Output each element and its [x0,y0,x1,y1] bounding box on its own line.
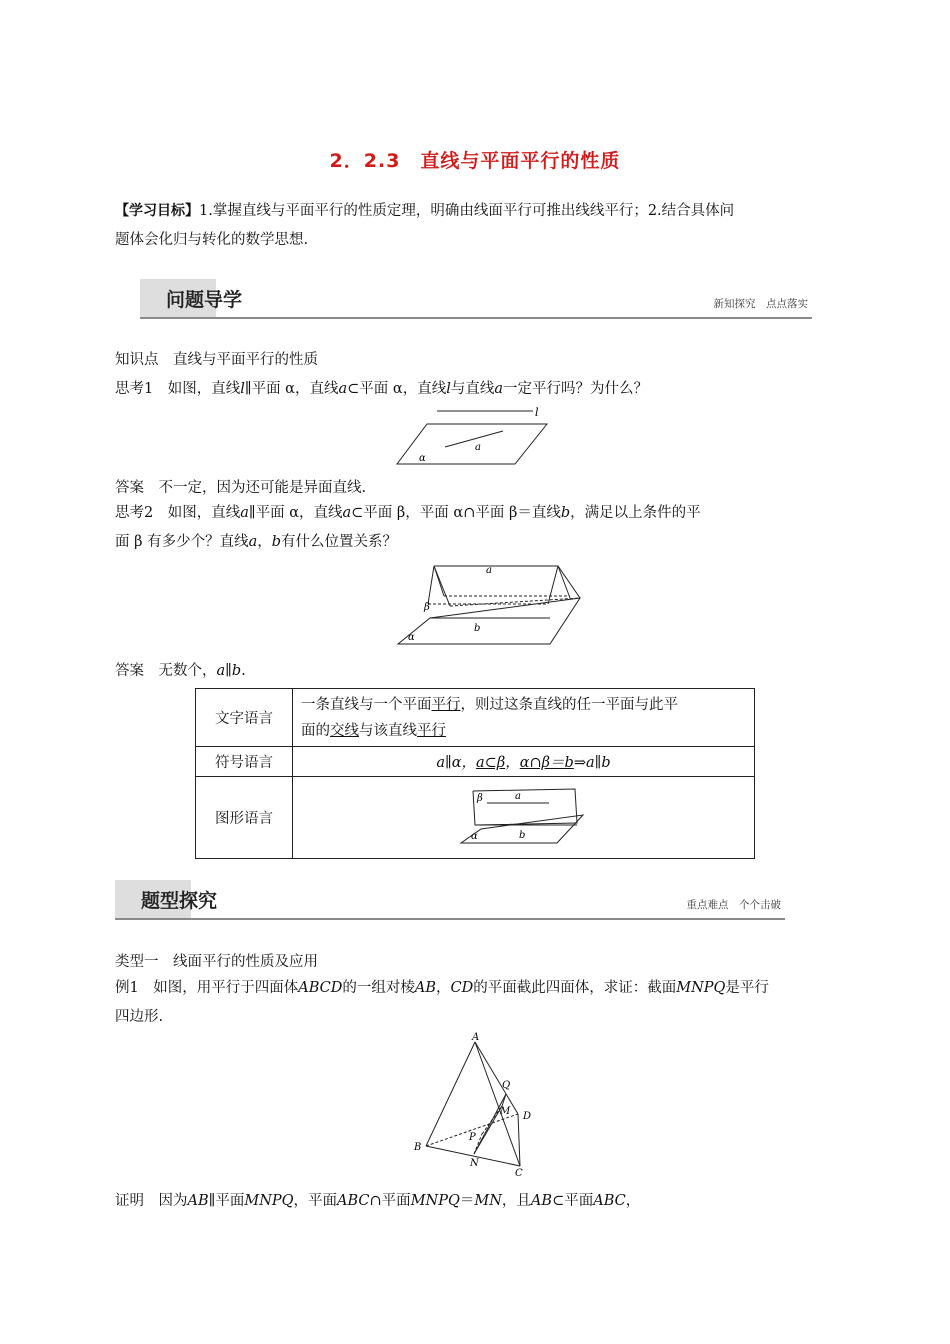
text: 面的 [301,722,330,739]
figure-theorem [459,785,589,851]
underlined-text: 交线 [330,722,359,739]
var: ABC [337,1193,370,1209]
label-P: P [469,1132,476,1143]
section-subtitle: 重点难点 个个击破 [686,899,781,911]
text: ⊂平面 [552,1193,594,1209]
var: a [494,381,503,397]
label-alpha: α [419,453,426,464]
table-row [196,689,755,747]
label-B: B [414,1142,422,1153]
label-b: b [474,623,481,634]
think-2 [115,499,840,557]
section-title: 问题导学 [166,289,243,311]
row-label: 符号语言 [196,747,293,777]
label-N: N [470,1158,479,1169]
knowledge-point: 知识点 直线与平面平行的性质 [115,352,318,368]
underlined-text: 平行 [431,696,461,713]
var: AB [414,980,436,996]
section-divider [140,317,812,319]
text: 思考1 如图，直线 [115,381,241,397]
var: AB [187,1193,209,1209]
var: a [248,534,258,550]
text: 与该直线 [359,722,417,739]
page-title: 2．2.3 直线与平面平行的性质 [329,150,621,172]
row-content-text [293,689,755,747]
goal-tag: 【学习目标】 [115,203,199,219]
label-beta: β [424,602,430,613]
text: ，则过这条直线的任一平面与此平 [460,696,678,713]
text: 面 β 有多少个？直线 [115,534,249,550]
row-label: 图形语言 [196,777,293,859]
text: 一定平行吗？为什么？ [503,381,648,397]
text: ，满足以上条件的平 [570,505,701,521]
text: 有什么位置关系？ [281,534,398,550]
label-Q: Q [502,1080,511,1091]
var: l [446,381,451,397]
section-subtitle: 新知探究 点点落实 [713,298,808,310]
var: a∥b [216,663,242,679]
label-l: l [535,406,539,419]
text: ⊂平面 α，直线 [347,381,447,397]
row-content-figure [293,777,755,859]
text: ， [625,1193,641,1209]
text: 是平行 [725,980,769,996]
goal-line-1: 1.掌握直线与平面平行的性质定理，明确由线面平行可推出线线平行；2.结合具体问 [199,203,735,219]
text: ＝ [459,1193,475,1209]
row-label: 文字语言 [196,689,293,747]
goal-line-2: 题体会化归与转化的数学思想. [115,232,309,248]
label-alpha: α [408,632,415,643]
section-bar-problems [115,880,785,922]
table-row [196,777,755,859]
text: ∥平面 α，直线 [248,505,343,521]
text: ⇒a∥b [573,755,611,771]
answer-2 [115,659,246,680]
proof [115,1189,640,1210]
figure-tetrahedron [410,1032,540,1177]
label-M: M [500,1106,511,1117]
text: ∥平面 [208,1193,245,1209]
var: ABCD [298,980,343,996]
label-a: a [486,565,492,576]
figure-planes-intersection [390,558,585,650]
var: ABC [593,1193,626,1209]
label-beta: β [476,792,483,804]
label-b: b [518,829,525,841]
text: 的一组对棱 [342,980,415,996]
var: AB [530,1193,553,1209]
var: MN [474,1193,502,1209]
text: 证明 因为 [115,1193,188,1209]
var: a [338,381,348,397]
text: ，平面 [293,1193,338,1209]
var: MNPQ [244,1193,294,1209]
var: a [240,505,249,521]
text: 例1 如图，用平行于四面体 [115,980,299,996]
underlined-text: α∩β＝b [519,755,574,771]
theorem-table [195,688,755,859]
text: ⊂平面 β，平面 α∩平面 β＝直线 [351,505,561,521]
text: 与直线 [450,381,495,397]
var: b [560,505,571,521]
think-1 [115,377,648,398]
type-heading: 类型一 线面平行的性质及应用 [115,954,318,970]
var: MNPQ [410,1193,460,1209]
text: ∥平面 α，直线 [244,381,339,397]
label-D: D [523,1111,532,1122]
figure-line-plane [395,403,565,469]
section-divider [115,918,785,920]
text: . [241,663,246,679]
text: 的平面截此四面体，求证：截面 [473,980,677,996]
text: ， [436,980,451,996]
text: ， [257,534,272,550]
section-title: 题型探究 [141,890,218,912]
text: a∥α， [436,755,477,771]
text: 思考2 如图，直线 [115,505,241,521]
var: CD [450,980,474,996]
label-C: C [515,1168,523,1177]
text: 四边形. [115,1009,164,1025]
section-bar-guided [140,279,812,321]
text: 一条直线与一个平面 [301,696,432,713]
text: 答案 无数个， [115,663,217,679]
row-content-symbol [293,747,755,777]
text: ， [505,755,520,771]
label-A: A [472,1032,480,1043]
answer-1: 答案 不一定，因为还可能是异面直线. [115,480,367,496]
example-1 [115,974,840,1032]
var: a [342,505,352,521]
var: MNPQ [676,980,726,996]
label-a: a [514,790,521,802]
text: ∩平面 [369,1193,411,1209]
var: b [271,534,282,550]
table-row [196,747,755,777]
underlined-text: 平行 [417,722,446,739]
learning-goals [115,197,835,255]
var: l [240,381,245,397]
label-a: a [475,442,481,453]
label-alpha: α [470,830,478,842]
underlined-text: a⊂β [476,755,506,771]
text: ，且 [501,1193,531,1209]
